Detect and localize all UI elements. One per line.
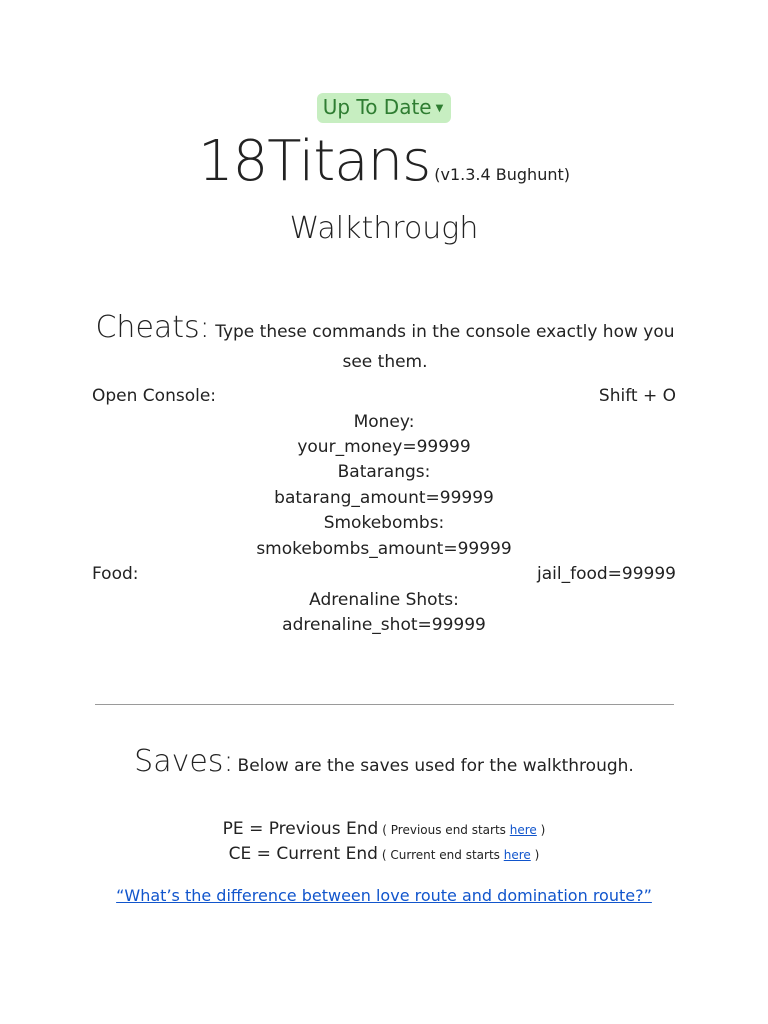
ce-note (382, 848, 539, 862)
cheats-heading-block (92, 310, 678, 377)
section-divider (95, 704, 674, 705)
caret-down-icon: ▼ (435, 102, 444, 114)
page-title: 18Titans (198, 129, 431, 194)
page-subtitle: Walkthrough (289, 211, 479, 246)
batarangs-value: batarang_amount=99999 (274, 488, 494, 508)
adrenaline-label: Adrenaline Shots: (309, 590, 459, 610)
cheats-heading: Cheats: (95, 310, 210, 345)
food-value: jail_food=99999 (537, 564, 676, 584)
route-question (0, 884, 768, 908)
saves-heading: Saves: (134, 744, 234, 779)
ce-definition (0, 842, 768, 868)
adrenaline-value: adrenaline_shot=99999 (282, 615, 486, 635)
saves-heading-block (0, 744, 768, 779)
pe-here-link[interactable]: here (509, 823, 537, 837)
money-label: Money: (353, 412, 415, 432)
batarangs-label: Batarangs: (337, 462, 431, 482)
pe-note-suffix: ) (540, 823, 546, 837)
title-row (0, 128, 768, 196)
pe-note-prefix: ( Previous end starts (382, 823, 506, 837)
cheats-intro: Type these commands in the console exactly how you see them. (215, 322, 675, 372)
status-badge[interactable] (317, 93, 452, 123)
smokebombs-value: smokebombs_amount=99999 (256, 539, 512, 559)
version-label: (v1.3.4 Bughunt) (434, 165, 570, 184)
open-console-value: Shift + O (598, 386, 676, 406)
status-badge-label: Up To Date (322, 95, 432, 119)
food-label: Food: (92, 564, 139, 584)
pe-definition (0, 817, 768, 843)
ce-note-prefix: ( Current end starts (381, 848, 500, 862)
smokebombs-label: Smokebombs: (323, 513, 445, 533)
pe-label: PE = Previous End (222, 819, 379, 839)
ce-label: CE = Current End (228, 844, 378, 864)
saves-intro: Below are the saves used for the walkthrough. (237, 756, 634, 776)
status-badge-wrap (0, 93, 768, 123)
ce-here-link[interactable]: here (503, 848, 531, 862)
money-value: your_money=99999 (297, 437, 471, 457)
pe-note (382, 823, 545, 837)
route-difference-link[interactable]: “What’s the difference between love route and domination route?” (116, 886, 652, 905)
ce-note-suffix: ) (534, 848, 540, 862)
open-console-label: Open Console: (92, 386, 217, 406)
